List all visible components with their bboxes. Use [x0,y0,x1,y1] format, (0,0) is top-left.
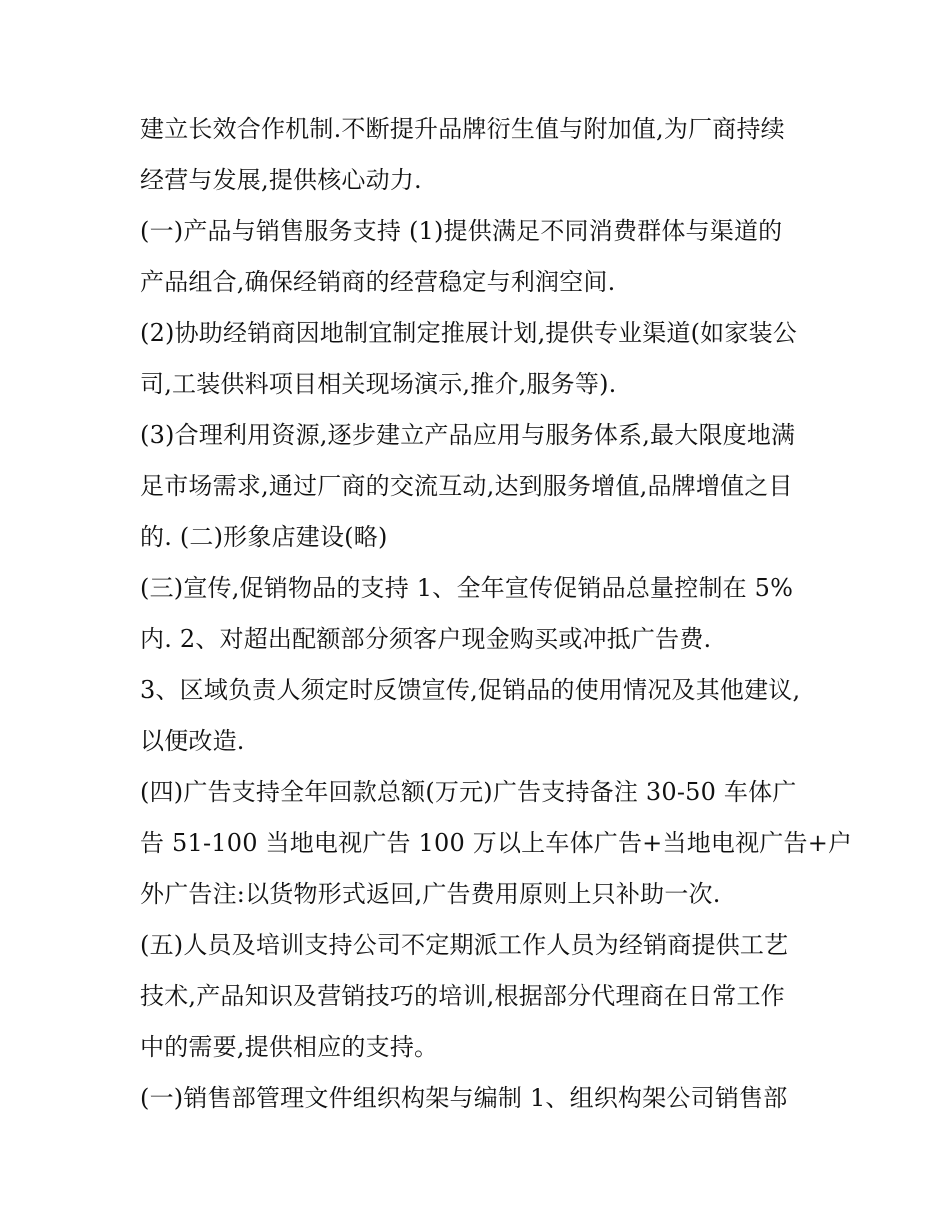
text-line: 产品组合,确保经销商的经营稳定与利润空间. [140,268,616,296]
text-line: 告 51-100 当地电视广告 100 万以上车体广告+当地电视广告+户 [140,829,853,857]
text-line: (三)宣传,促销物品的支持 1、全年宣传促销品总量控制在 5% [140,574,794,602]
text-line: 技术,产品知识及营销技巧的培训,根据部分代理商在日常工作 [140,982,785,1010]
text-line: (五)人员及培训支持公司不定期派工作人员为经销商提供工艺 [140,931,789,959]
text-line: 外广告注:以货物形式返回,广告费用原则上只补助一次. [140,880,721,908]
text-line: (四)广告支持全年回款总额(万元)广告支持备注 30-50 车体广 [140,778,797,806]
text-line: 内. 2、对超出配额部分须客户现金购买或冲抵广告费. [140,625,712,653]
text-line: (一)产品与销售服务支持 (1)提供满足不同消费群体与渠道的 [140,217,783,245]
text-line: 建立长效合作机制.不断提升品牌衍生值与附加值,为厂商持续 [140,115,785,143]
text-line: 中的需要,提供相应的支持。 [140,1033,439,1061]
text-line: 以便改造. [140,727,245,755]
text-line: 经营与发展,提供核心动力. [140,166,422,194]
text-line: 3、区域负责人须定时反馈宣传,促销品的使用情况及其他建议, [140,676,801,704]
text-line: (2)协助经销商因地制宜制定推展计划,提供专业渠道(如家装公 [140,319,797,347]
text-line: 的. (二)形象店建设(略) [140,523,388,551]
body-text [140,104,853,1124]
text-line: 足市场需求,通过厂商的交流互动,达到服务增值,品牌增值之目 [140,472,793,500]
text-line: (3)合理利用资源,逐步建立产品应用与服务体系,最大限度地满 [140,421,796,449]
text-line: (一)销售部管理文件组织构架与编制 1、组织构架公司销售部 [140,1084,788,1112]
text-line: 司,工装供料项目相关现场演示,推介,服务等). [140,370,617,398]
